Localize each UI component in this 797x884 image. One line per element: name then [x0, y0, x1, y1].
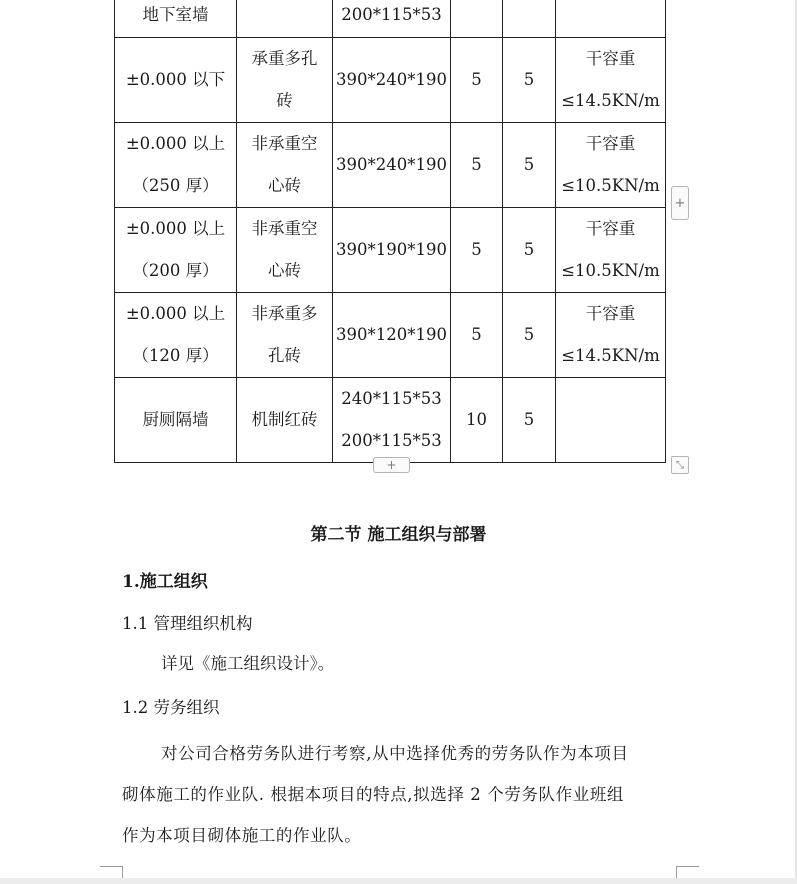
table-cell[interactable]	[503, 123, 556, 208]
section-title: 第二节 施工组织与部署	[310, 525, 487, 545]
cell-text: 390*240*190	[336, 70, 447, 89]
cell-text: （250 厚）	[132, 176, 219, 195]
paragraph-line: 作为本项目砌体施工的作业队。	[122, 826, 362, 845]
table-cell[interactable]	[333, 0, 451, 38]
table-resize-handle[interactable]: ⤡	[671, 456, 689, 474]
table-cell[interactable]	[556, 378, 666, 463]
table-cell[interactable]	[451, 208, 503, 293]
cell-text: 390*240*190	[336, 155, 447, 174]
subheading-management-structure: 1.1 管理组织机构	[122, 614, 253, 633]
detail-text: 详见《施工组织设计》。	[161, 654, 335, 673]
cell-text: 5	[523, 325, 535, 344]
table-cell[interactable]	[333, 123, 451, 208]
paragraph-line: 对公司合格劳务队进行考察,从中选择优秀的劳务队作为本项目	[161, 744, 629, 763]
heading-construction-organization: 1.施工组织	[122, 572, 208, 592]
cell-text: 非承重多	[251, 304, 318, 323]
table-cell[interactable]	[503, 38, 556, 123]
table-cell[interactable]	[556, 293, 666, 378]
table-row	[115, 0, 666, 38]
paragraph-line: 砌体施工的作业队. 根据本项目的特点,拟选择 2 个劳务队作业班组	[122, 785, 625, 804]
cell-text: ≤10.5KN/m	[561, 176, 660, 195]
table-row	[115, 378, 666, 463]
cell-text: 干容重	[585, 49, 636, 68]
cell-text: 机制红砖	[251, 410, 318, 429]
cell-text: ≤14.5KN/m	[561, 91, 660, 110]
table-cell[interactable]	[333, 208, 451, 293]
table-cell[interactable]	[237, 378, 333, 463]
table-cell[interactable]	[333, 293, 451, 378]
table-cell[interactable]	[115, 0, 237, 38]
table-row	[115, 293, 666, 378]
cell-text: ±0.000 以上	[125, 304, 226, 323]
table-cell[interactable]	[556, 208, 666, 293]
cell-text: 5	[471, 240, 482, 259]
table-cell[interactable]	[451, 38, 503, 123]
table-cell[interactable]	[115, 293, 237, 378]
table-cell[interactable]	[556, 0, 666, 38]
cell-text: 390*190*190	[336, 240, 447, 259]
cell-text: ≤14.5KN/m	[561, 346, 660, 365]
table-cell[interactable]	[451, 0, 503, 38]
cell-text: 5	[523, 240, 535, 259]
cell-text: 200*115*53	[341, 5, 442, 24]
add-column-button[interactable]: +	[671, 186, 689, 220]
cell-text: 干容重	[585, 304, 636, 323]
cell-text: 砖	[276, 91, 293, 110]
cell-text: 5	[471, 155, 482, 174]
table-cell[interactable]	[556, 38, 666, 123]
page-gap	[0, 878, 797, 884]
table-row	[115, 123, 666, 208]
cell-text: 5	[471, 70, 482, 89]
cell-text: （200 厚）	[132, 261, 219, 280]
table-cell[interactable]	[115, 123, 237, 208]
cell-text: 非承重空	[251, 219, 318, 238]
cell-text: 5	[471, 325, 482, 344]
cell-text: 地下室墙	[142, 5, 209, 24]
cell-text: ≤10.5KN/m	[561, 261, 660, 280]
cell-text: 非承重空	[251, 134, 318, 153]
cell-text: 心砖	[268, 176, 301, 195]
table-cell[interactable]	[503, 293, 556, 378]
table-row	[115, 38, 666, 123]
cell-text: 240*115*53	[341, 389, 442, 408]
table-cell[interactable]	[451, 293, 503, 378]
cell-text: 5	[523, 410, 535, 429]
table-cell[interactable]	[237, 208, 333, 293]
cell-text: 390*120*190	[336, 325, 447, 344]
table-cell[interactable]	[237, 123, 333, 208]
table-row	[115, 208, 666, 293]
table-cell[interactable]	[237, 293, 333, 378]
add-row-button[interactable]: +	[373, 457, 410, 473]
table-cell[interactable]	[333, 38, 451, 123]
table-cell[interactable]	[503, 378, 556, 463]
table-cell[interactable]	[451, 378, 503, 463]
table-cell[interactable]	[503, 0, 556, 38]
table-cell[interactable]	[556, 123, 666, 208]
cell-text: 5	[523, 70, 535, 89]
table-cell[interactable]	[451, 123, 503, 208]
cell-text: ±0.000 以上	[125, 219, 226, 238]
cell-text: 心砖	[268, 261, 301, 280]
materials-table	[114, 0, 666, 463]
cell-text: 5	[523, 155, 535, 174]
cell-text: 厨厕隔墙	[142, 410, 209, 429]
table-cell[interactable]	[115, 38, 237, 123]
table-cell[interactable]	[237, 38, 333, 123]
cell-text: ±0.000 以上	[125, 134, 226, 153]
cell-text: 孔砖	[268, 346, 301, 365]
table-cell[interactable]	[503, 208, 556, 293]
cell-text: 干容重	[585, 134, 636, 153]
cell-text: 10	[466, 410, 487, 429]
table-cell[interactable]	[115, 208, 237, 293]
table-cell[interactable]	[115, 378, 237, 463]
table-cell[interactable]	[237, 0, 333, 38]
labor-paragraph	[122, 733, 682, 856]
cell-text: （120 厚）	[132, 346, 219, 365]
cell-text: ±0.000 以下	[125, 70, 226, 89]
cell-text: 200*115*53	[341, 431, 442, 450]
cell-text: 承重多孔	[251, 49, 318, 68]
cell-text: 干容重	[585, 219, 636, 238]
table-cell[interactable]	[333, 378, 451, 463]
subheading-labor-organization: 1.2 劳务组织	[122, 698, 220, 717]
